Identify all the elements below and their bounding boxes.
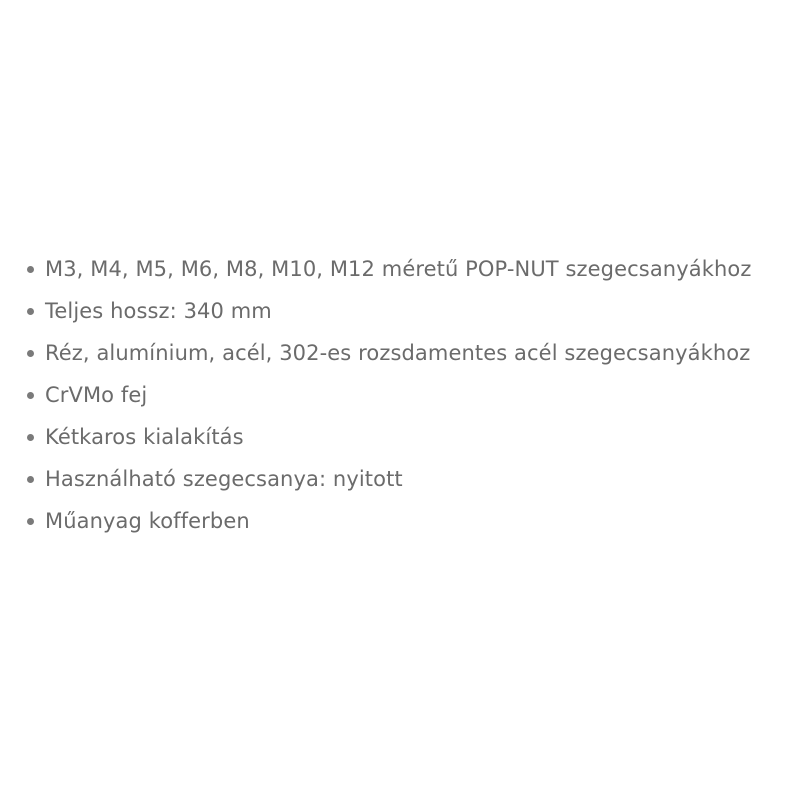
- list-item-text: Teljes hossz: 340 mm: [45, 299, 272, 323]
- bullet-icon: [27, 476, 34, 483]
- list-item-text: Réz, alumínium, acél, 302-es rozsdamentes acél szegecsanyákhoz: [45, 341, 751, 365]
- list-item-text: M3, M4, M5, M6, M8, M10, M12 méretű POP-NUT szegecsanyákhoz: [45, 257, 752, 281]
- list-item-text: Kétkaros kialakítás: [45, 425, 244, 449]
- list-item: [45, 500, 785, 542]
- list-item-text: Műanyag kofferben: [45, 509, 250, 533]
- list-item: [45, 248, 785, 290]
- bullet-icon: [27, 308, 34, 315]
- list-item: [45, 458, 785, 500]
- bullet-icon: [27, 518, 34, 525]
- feature-list: [45, 248, 785, 542]
- bullet-icon: [27, 434, 34, 441]
- list-item: [45, 374, 785, 416]
- list-item-text: CrVMo fej: [45, 383, 148, 407]
- bullet-icon: [27, 392, 34, 399]
- bullet-icon: [27, 266, 34, 273]
- list-item-text: Használható szegecsanya: nyitott: [45, 467, 403, 491]
- list-item: [45, 416, 785, 458]
- list-item: [45, 332, 785, 374]
- bullet-icon: [27, 350, 34, 357]
- list-item: [45, 290, 785, 332]
